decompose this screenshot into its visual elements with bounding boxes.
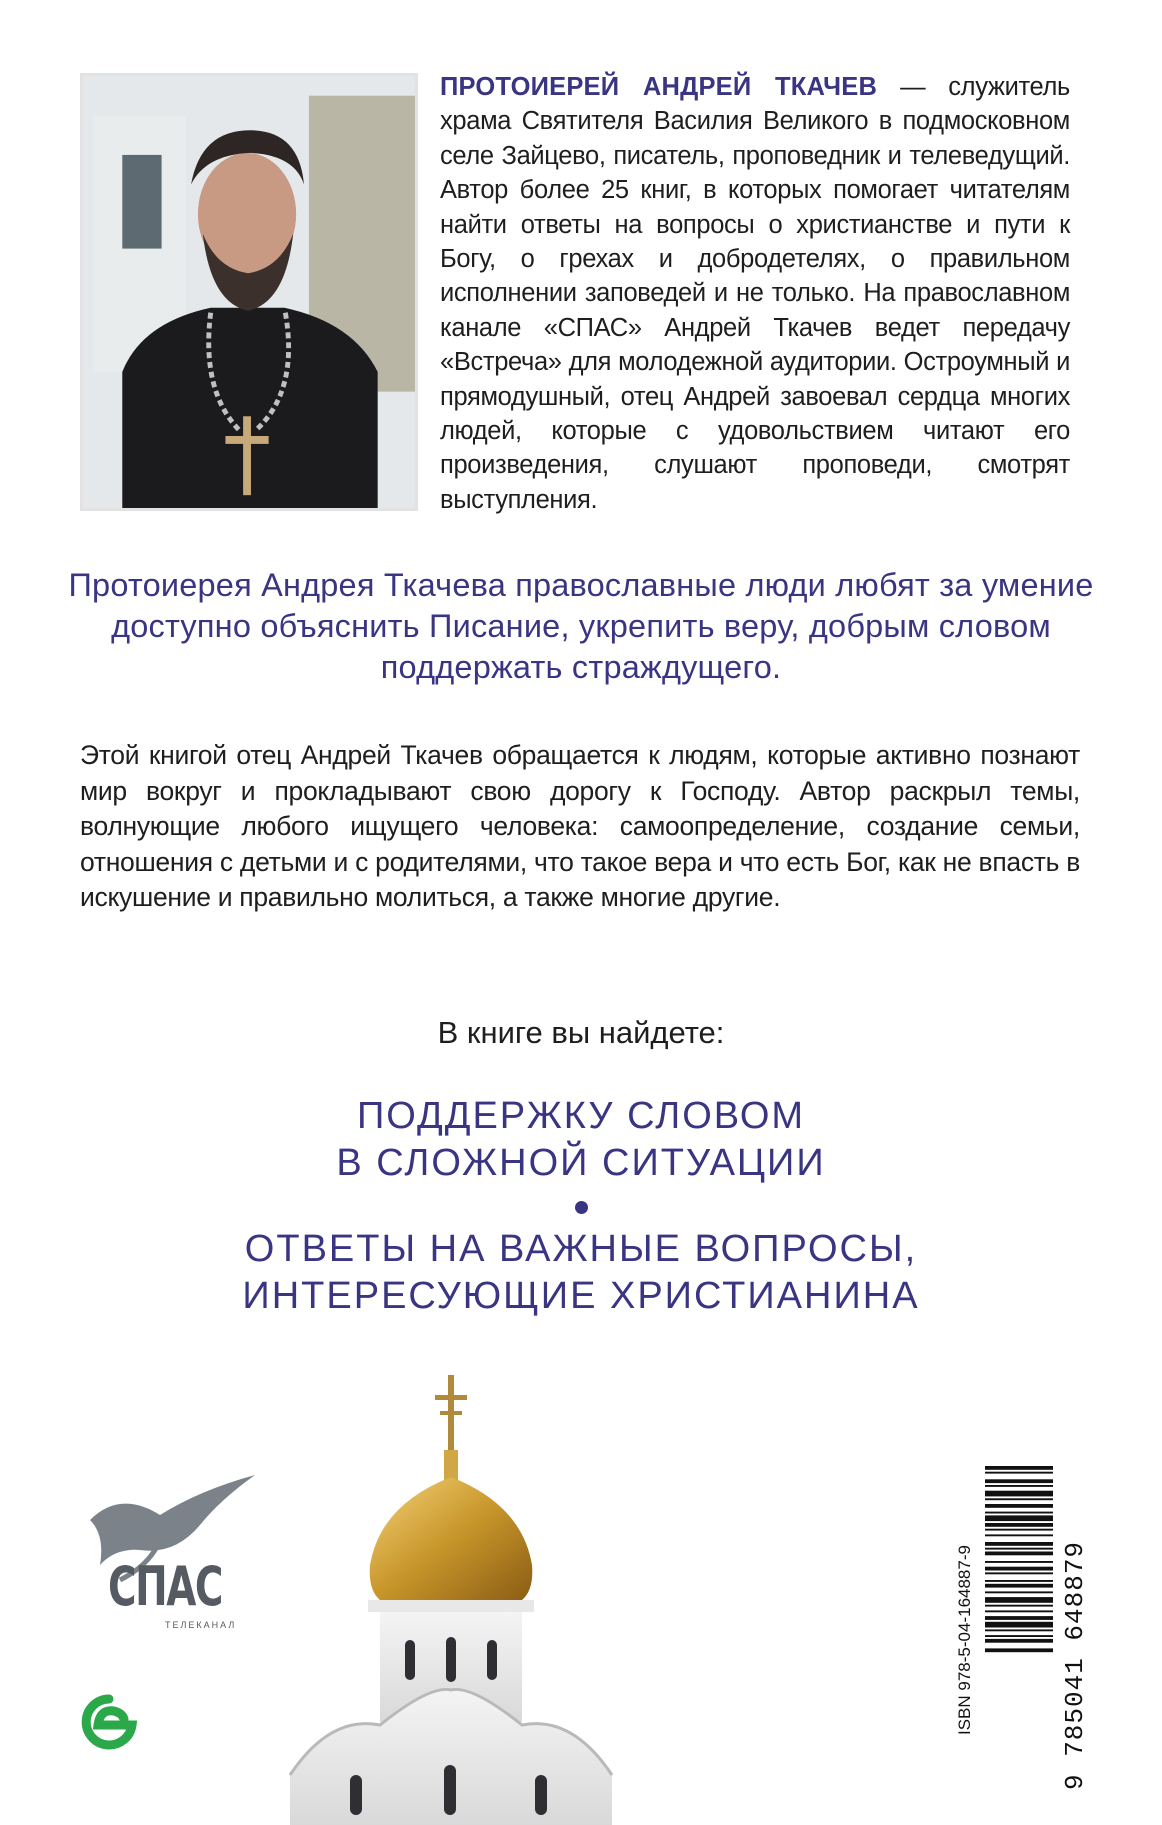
author-photo bbox=[80, 73, 418, 511]
author-name: ПРОТОИЕРЕЙ АНДРЕЙ ТКАЧЕВ bbox=[440, 73, 878, 101]
barcode-bar bbox=[985, 1534, 1053, 1536]
isbn-label: ISBN 978-5-04-164887-9 bbox=[955, 1545, 974, 1735]
barcode-bar bbox=[985, 1491, 1053, 1497]
barcode-bar bbox=[985, 1542, 1053, 1546]
barcode-bar bbox=[985, 1472, 1053, 1474]
barcode-bar bbox=[985, 1523, 1053, 1527]
barcode-bar bbox=[985, 1552, 1053, 1556]
barcode-bar bbox=[985, 1597, 1053, 1603]
barcode-bar bbox=[985, 1466, 1053, 1470]
barcode-bar bbox=[985, 1591, 1053, 1593]
feature-item bbox=[0, 1226, 1162, 1320]
barcode-bar bbox=[985, 1572, 1053, 1574]
feature-item bbox=[0, 1093, 1162, 1187]
barcode-bar bbox=[985, 1479, 1053, 1483]
barcode-bar bbox=[985, 1529, 1053, 1531]
barcode-bar bbox=[985, 1622, 1053, 1628]
ean-number: 9 785041 648879 bbox=[1060, 1540, 1090, 1790]
barcode-bar bbox=[985, 1639, 1053, 1643]
barcode-bar bbox=[985, 1485, 1053, 1487]
barcode-bar bbox=[985, 1515, 1053, 1521]
feature-line: ОТВЕТЫ НА ВАЖНЫЕ ВОПРОСЫ, bbox=[244, 1228, 918, 1270]
find-heading: В книге вы найдете: bbox=[437, 1015, 725, 1050]
feature-line: В СЛОЖНОЙ СИТУАЦИИ bbox=[336, 1142, 826, 1184]
barcode-bar bbox=[985, 1580, 1053, 1582]
barcode-bar bbox=[985, 1504, 1053, 1508]
lead-quote: Протоиерея Андрея Ткачева православные люди любят за умение доступно объяснить Писание, укрепить веру, добрым словом поддержать страждущего. bbox=[68, 567, 1094, 685]
eksmo-logo-icon bbox=[80, 1693, 138, 1751]
feature-line: ИНТЕРЕСУЮЩИЕ ХРИСТИАНИНА bbox=[242, 1275, 920, 1317]
barcode-bar bbox=[985, 1512, 1053, 1514]
features-list bbox=[0, 1093, 1162, 1320]
barcode-bar bbox=[985, 1584, 1053, 1588]
barcode-bar bbox=[985, 1548, 1053, 1550]
barcode-bar bbox=[985, 1616, 1053, 1620]
author-bio-text: — служитель храма Святителя Василия Великого в подмосковном селе Зайцево, писатель, проповедник и телеведущий. Автор более 25 книг, в которых помогает читателям найти ответы на вопросы о христианстве и пути к Богу, о грехах и добродетелях, о правильном исполнении заповедей и не только. На православном канале «СПАС» Андрей Ткачев ведет передачу «Встреча» для молодежной аудитории. Остроумный и прямодушный, отец Андрей завоевал сердца многих людей, которые с удовольствием читают его произведения, слушают проповеди, смотрят выступления. bbox=[440, 73, 1070, 514]
book-description: Этой книгой отец Андрей Ткачев обращается к людям, которые активно познают мир вокруг и прокладывают свою дорогу к Господу. Автор раскрыл темы, волнующие любого ищущего человека: самоопределение, создание семьи, отношения с детьми и с родителями, что такое вера и что есть Бог, как не впасть в искушение и правильно молиться, а также многие другие. bbox=[80, 740, 1080, 913]
barcode-bar bbox=[985, 1605, 1053, 1607]
barcode-bar bbox=[985, 1498, 1053, 1500]
barcode-bar bbox=[985, 1561, 1053, 1563]
spas-logo-subtitle: ТЕЛЕКАНАЛ bbox=[165, 1620, 237, 1630]
barcode-bar bbox=[985, 1648, 1053, 1652]
spas-logo-text: СПАС bbox=[108, 1555, 222, 1618]
barcode-bar bbox=[985, 1635, 1053, 1637]
barcode-bar bbox=[985, 1567, 1053, 1571]
barcode-bar bbox=[985, 1629, 1053, 1631]
bullet-separator bbox=[575, 1201, 588, 1214]
feature-line: ПОДДЕРЖКУ СЛОВОМ bbox=[356, 1095, 806, 1137]
barcode-bar bbox=[985, 1610, 1053, 1612]
author-bio bbox=[440, 70, 1070, 517]
church-illustration bbox=[230, 1355, 870, 1825]
